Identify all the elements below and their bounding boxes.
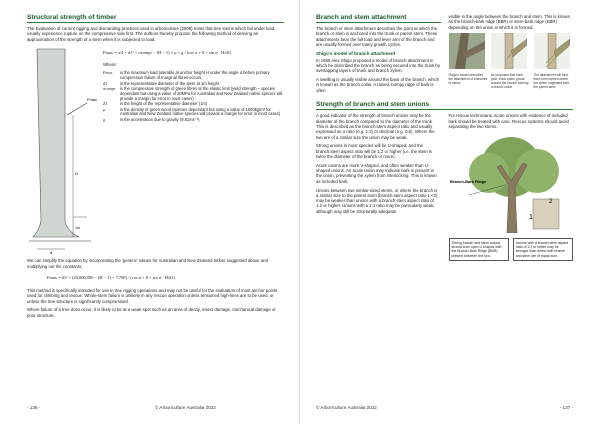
definition-row: Z1 is the height of the representative diameter (1m) [103,101,208,107]
left-heading: Structural strength of timber [27,14,117,21]
left-page-number: - 136 - [27,405,41,410]
right-page-number: - 137 - [559,405,573,410]
stem-load-figure [27,45,97,255]
right-para-7: Unions between two similar-sized stems, or where the branch is a similar size to the parent stem (branch:stem aspect ratio 1:<2), may be weaker than unions with a branch:stem aspect ratio of 1:2 or higher. Unions with a 1:1 ratio may be particularly weak, although may still be structurally adequate. [316,187,439,214]
formula-simplified: Fmax = d1³ × (20,000,000 − (H − 1) × 7,700) / (cos α + 8 × sin α · H/d1) [47,274,176,280]
fig-z1-label: 1m [75,226,80,231]
right-para-1b: visible in the angle between the branch and stem. This is known as the branch-bark ridge (BBR) or stem-bark ridge (SBR) depending on the union in which it is formed. [448,14,570,30]
right-page [300,0,600,424]
definitions-table [103,71,284,123]
right-copyright: © Arboriculture Australia 2022 [316,405,377,410]
shigo-caption-2: As proposed that each year, trunk xylem grows around the branch forming a branch collar [491,73,529,89]
left-copyright: © Arboriculture Australia 2022 [155,405,216,410]
shigo-diagram-3 [534,33,570,69]
definition-row: Fmax is the maximum load tolerable at anchor height H under the angle α before primary compression failure of marginal fibres occurs, [103,70,270,81]
union-caption-1: Strong branch and stem unions should form open U shapes with the Branch-Bark Ridge (BBR) present between the two. [449,238,509,261]
definition-row: g is the acceleration due to gravity (9.81ms⁻²) [103,116,200,122]
where-label: Where: [103,62,117,68]
formula-general: Fmax = π/4 × d1³ × σcompr − (H − 1) × ρ × g / (cos α + 8 × sin α · H/d1) [103,50,232,56]
right-para-1: The branch or stem attachment describes the point at which the branch or stem is anchored into the trunk or parent stem. These attachments bear the full load and lever arm of the branch and are usually formed over many growth cycles. [316,26,438,47]
shigo-diagram-2 [491,33,527,69]
right-heading-1-rule [316,22,441,23]
right-para-3: A swelling is usually visible around the base of the branch, which is known as the branch collar. A raised, bumpy ridge of bark is often [316,77,440,93]
right-para-2: In 1985 Alex Shigo proposed a model of branch attachment in which he described the branch as being secured into the trunk by overlapping layers of trunk and branch xylem. [316,57,440,74]
right-para-6: Acute unions are more V-shaped, and often weaker than U-shaped unions. An acute union may indicate bark is present in the union, preventing the xylem from interlocking. This is known as included bark. [316,162,437,184]
fig-h-label: H [75,171,78,177]
left-para-3: This method is specifically intended for use in tree rigging operations and may not be useful for the evaluation of most anchor points used for climbing and rescue. Whole-stem failure is unlikely in any rescue operation unless tensioned high-lines are to be used, or unless the tree structure is significantly compromised. [27,287,278,304]
definition-row: ρ is the density of green wood (species dependant but using a value of 1000kg/m³ for Australian and New Zealand native species will provide a margin for error in most cases) [103,106,281,117]
shigo-photo-1 [449,33,485,69]
shigo-caption-1: Shigo's model describes the attachment of branches to stems [448,73,488,85]
definition-row: d1 is the representative diameter of the stem at 1m height [103,80,219,86]
right-heading-2: Strength of branch and stem unions [316,101,430,109]
shigo-figure [449,33,574,89]
ratio-1-label: 1 [528,213,533,221]
definition-row: σcompr is the compressive strength of green fibres at the elastic limit (yield strength – species dependant but using a value of 20MPa for Australian and New Zealand native species will provide a margin for error in most cases) [103,85,283,101]
ratio-2-label: 2 [548,198,552,205]
left-intro: The Evaluation of current rigging and dismantling practices used in arboriculture (2008) notes that tree stems which fail under load usually experience rupture on the compressive side first. The authors thereby propose the following method of deriving an approximation of the strength of a stem when it is subjected to load. [27,26,275,42]
fig-d-label: d [50,250,53,256]
bbr-label: Branch-Bark Ridge [449,178,486,184]
tree-union-illustration [449,133,571,233]
right-heading-1: Branch and stem attachment [316,14,407,21]
right-para-4: A good indicator of the strength of branch unions may be the diameter of the branch compared to the diameter of the trunk. This is described as the branch:stem aspect ratio and usually expressed as a ratio (e.g. 1:2) or decimal (e.g. 0.5). Where the two are of a similar size the union may be weak. [316,113,435,140]
shigo-caption-3: The attachment will form each form formed where the xylem originated from the parent stem [533,73,570,89]
left-heading-rule [27,22,284,23]
shigo-subheading: Shigo's model of branch attachment [316,50,396,56]
right-para-8: For rescue technicians, acute unions with evidence of included bark should be treated with care. Rescue systems should avoid separating the two stems. [448,113,569,130]
right-heading-2-rule [316,109,573,110]
fig-fmax-label: Fmax [87,97,97,103]
union-caption-2: Unions with a branch:stem aspect ratio of 1:2 or better may be stronger than when both branch and stem are of equal size. [513,238,573,261]
simplify-text: We can simplify the equation by incorporating the 'generic' values for Australian and New Zealand timber suggested above and multiplying out the constants: [27,258,268,269]
left-para-4: Where failure of a tree does occur, it is likely to be at a weak spot such as an area of decay, insect damage, mechanical damage or poor structure. [27,307,276,318]
right-para-5: Strong unions in most species will be U-shaped, and the branch:stem aspect ratio will be 1:2 or higher (i.e. the stem is twice the diameter of the branch or more). [316,143,432,160]
